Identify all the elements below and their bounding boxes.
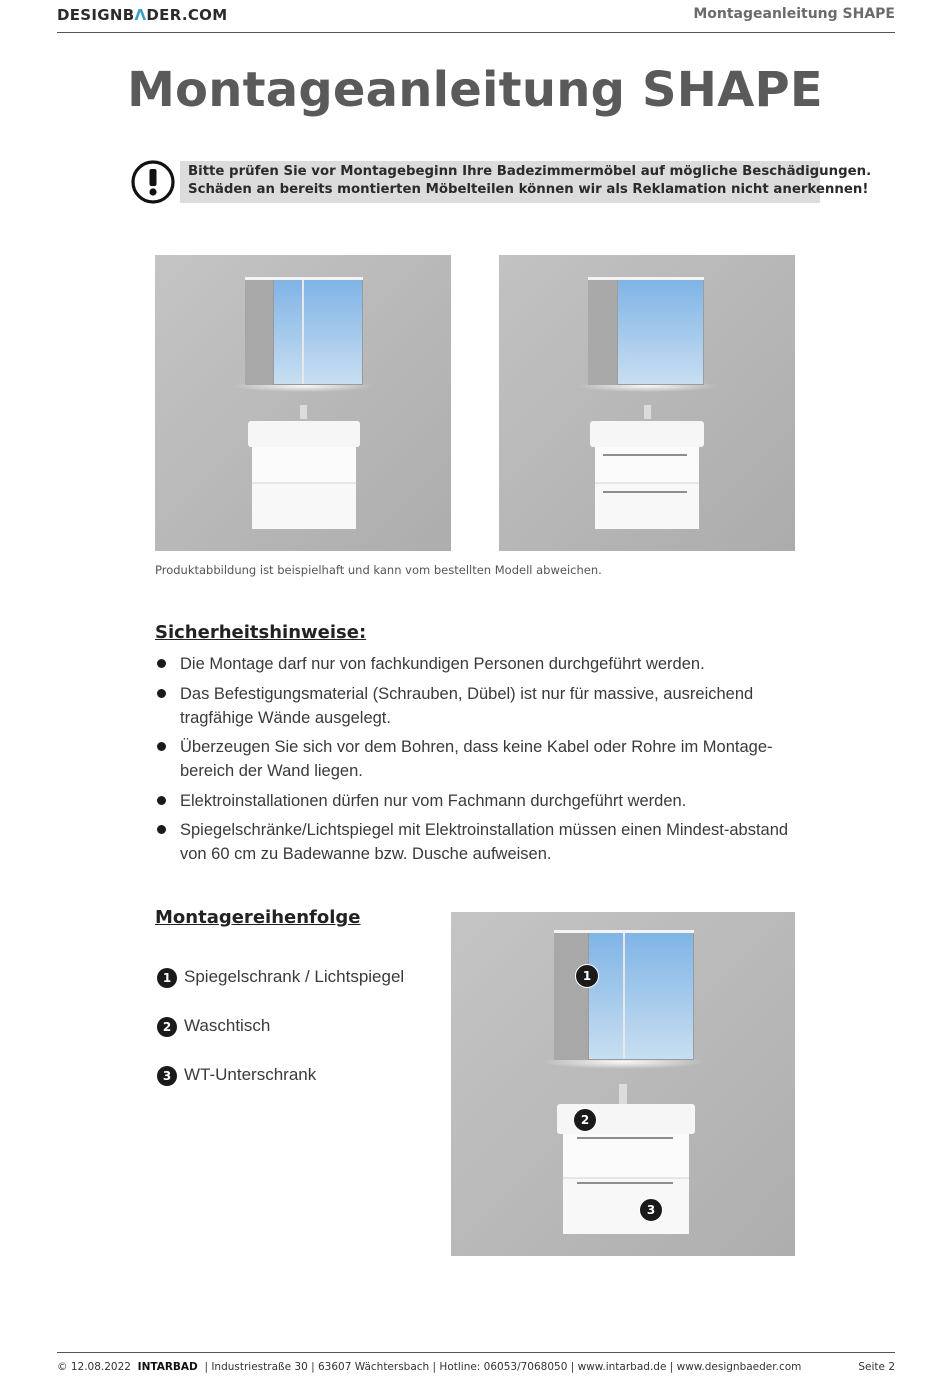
bullet-icon <box>157 659 166 668</box>
order-item-1 <box>157 967 404 988</box>
list-item-text: Spiegelschränke/Lichtspiegel mit Elektroinstallation müssen einen Mindest-abstand von 60 cm zu Badewanne bzw. Dusche aufweisen. <box>180 821 789 863</box>
assembly-order-image <box>451 912 795 1256</box>
list-item <box>155 818 815 866</box>
safety-list <box>155 652 815 872</box>
assembly-photo <box>451 912 795 1256</box>
header-title: Montageanleitung SHAPE <box>693 6 895 22</box>
number-1-icon: 1 <box>157 968 177 988</box>
logo-accent: Λ <box>134 6 147 24</box>
marker-3-icon: 3 <box>639 1198 663 1222</box>
list-item <box>155 652 815 676</box>
footer-divider <box>57 1352 895 1353</box>
footer-date: © 12.08.2022 <box>57 1361 131 1373</box>
order-item-label: WT-Unterschrank <box>184 1065 317 1084</box>
marker-2-icon: 2 <box>573 1108 597 1132</box>
brand-logo <box>57 6 227 24</box>
exclamation-icon <box>130 159 176 205</box>
marker-1-icon: 1 <box>575 964 599 988</box>
list-item-text: Elektroinstallationen dürfen nur vom Fachmann durchgeführt werden. <box>180 791 687 810</box>
list-item <box>155 682 815 730</box>
order-item-3 <box>157 1065 316 1086</box>
list-item <box>155 735 815 783</box>
product-image-handle-fronts <box>499 255 795 551</box>
warning-text <box>188 163 871 199</box>
order-heading: Montagereihenfolge <box>155 907 361 928</box>
footer-info <box>57 1361 801 1373</box>
list-item <box>155 789 815 813</box>
warning-line-1: Bitte prüfen Sie vor Montagebeginn Ihre Badezimmermöbel auf mögliche Beschädigungen. <box>188 164 872 179</box>
warning-line-2: Schäden an bereits montierten Möbelteilen können wir als Reklamation nicht anerkennen! <box>188 182 869 197</box>
bullet-icon <box>157 796 166 805</box>
page-number: Seite 2 <box>858 1361 895 1373</box>
safety-heading: Sicherheitshinweise: <box>155 622 367 643</box>
list-item-text: Das Befestigungsmaterial (Schrauben, Dübel) ist nur für massive, ausreichend tragfähige Wände ausgelegt. <box>180 684 754 727</box>
page-title: Montageanleitung SHAPE <box>127 62 823 118</box>
header-divider <box>57 32 895 33</box>
image-caption: Produktabbildung ist beispielhaft und kann vom bestellten Modell abweichen. <box>155 563 602 577</box>
number-2-icon: 2 <box>157 1017 177 1037</box>
footer-address: | Industriestraße 30 | 63607 Wächtersbach | Hotline: 06053/7068050 | www.intarbad.de | www.designbaeder.com <box>204 1361 802 1373</box>
order-item-label: Waschtisch <box>184 1016 271 1035</box>
list-item-text: Überzeugen Sie sich vor dem Bohren, dass keine Kabel oder Rohre im Montage-bereich der Wand liegen. <box>180 738 773 780</box>
order-item-label: Spiegelschrank / Lichtspiegel <box>184 967 405 986</box>
footer-company: INTARBAD <box>137 1361 198 1373</box>
list-item-text: Die Montage darf nur von fachkundigen Personen durchgeführt werden. <box>180 655 705 673</box>
number-3-icon: 3 <box>157 1066 177 1086</box>
bullet-icon <box>157 689 166 698</box>
bullet-icon <box>157 742 166 751</box>
product-image-flat-fronts <box>155 255 451 551</box>
logo-text-1: DESIGNB <box>57 6 135 24</box>
order-item-2 <box>157 1016 270 1037</box>
logo-text-2: DER.COM <box>146 6 228 24</box>
bullet-icon <box>157 825 166 834</box>
